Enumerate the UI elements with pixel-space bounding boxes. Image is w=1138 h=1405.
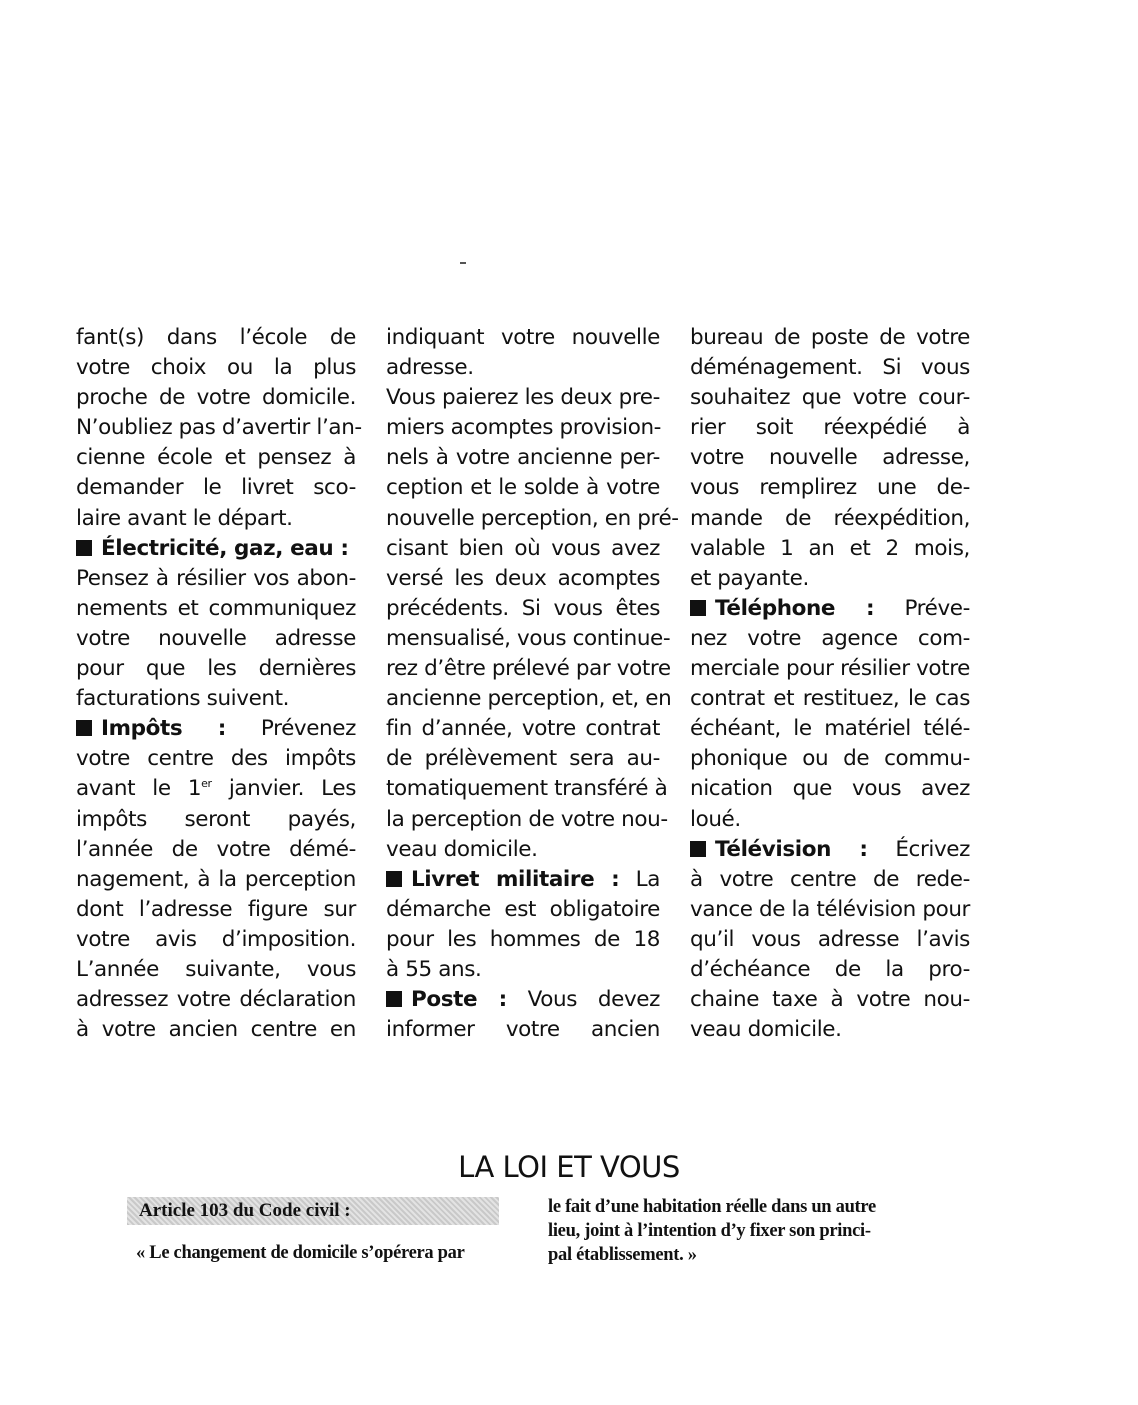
text-line: contrat et restituez, le cas xyxy=(690,686,970,712)
text-line: L’année suivante, vous xyxy=(76,956,356,982)
quote-right xyxy=(548,1195,928,1267)
section-heading: LA LOI ET VOUS xyxy=(458,1150,680,1184)
text-line: vance de la télévision pour xyxy=(690,896,970,922)
keyword-poste: Poste : xyxy=(411,987,507,1013)
text-line: votre nouvelle adresse, xyxy=(690,445,970,471)
text-line: veau domicile. xyxy=(690,1017,842,1043)
text-line: demander le livret sco- xyxy=(76,475,356,501)
text-line: nels à votre ancienne per- xyxy=(386,445,660,471)
text-line: dont l’adresse figure sur xyxy=(76,896,356,922)
quote-line: pal établissement. » xyxy=(548,1245,697,1265)
text-line: votre choix ou la plus xyxy=(76,355,356,381)
text-line: rez d’être prélevé par votre xyxy=(386,656,671,682)
section-impots xyxy=(76,714,356,744)
keyword-telephone: Téléphone : xyxy=(715,595,875,621)
text-line: rier soit réexpédié à xyxy=(690,415,970,441)
text-line: la perception de votre nou- xyxy=(386,806,668,832)
text-line: fant(s) dans l’école de xyxy=(76,325,356,350)
text-line: ancienne perception, et, en xyxy=(386,686,672,712)
text-line: adresse. xyxy=(386,355,474,381)
text-line: fin d’année, votre contrat xyxy=(386,716,660,742)
text-line: vous remplirez une de- xyxy=(690,475,970,501)
text-line: l’année de votre démé- xyxy=(76,836,356,862)
text-line: nez votre agence com- xyxy=(690,625,970,651)
text-line: miers acomptes provision- xyxy=(386,415,662,441)
column-2 xyxy=(386,323,679,1045)
text-line: à votre centre de rede- xyxy=(690,866,970,892)
text-line: impôts seront payés, xyxy=(76,806,356,832)
text-line: adressez votre déclaration xyxy=(76,987,356,1013)
black-square-icon xyxy=(690,841,706,857)
keyword-television: Télévision : xyxy=(715,836,868,862)
text-line: à votre ancien centre en xyxy=(76,1017,356,1043)
section-electricite xyxy=(76,534,356,564)
section-telephone xyxy=(690,594,970,624)
keyword-electricite: Électricité, gaz, eau : xyxy=(101,535,349,561)
text-line: mensualisé, vous continue- xyxy=(386,625,671,651)
text-fragment: La xyxy=(635,866,660,892)
text-line: d’échéance de la pro- xyxy=(690,956,970,982)
keyword-impots: Impôts : xyxy=(101,716,226,742)
text-line: chaine taxe à votre nou- xyxy=(690,987,970,1013)
text-line: échéant, le matériel télé- xyxy=(690,716,970,742)
text-line: valable 1 an et 2 mois, xyxy=(690,535,970,561)
text-line: versé les deux acomptes xyxy=(386,565,660,591)
black-square-icon xyxy=(386,871,402,887)
quote-left xyxy=(136,1241,508,1265)
text-fragment: janvier. Les xyxy=(228,776,357,802)
text-line: démarche est obligatoire xyxy=(386,896,660,922)
section-poste xyxy=(386,985,660,1015)
text-line: pour les hommes de 18 xyxy=(386,926,660,952)
black-square-icon xyxy=(386,991,402,1007)
section-television xyxy=(690,835,970,865)
text-fragment: Prévenez xyxy=(260,716,356,742)
column-3 xyxy=(690,323,970,1045)
text-line: pour que les dernières xyxy=(76,656,356,682)
text-line: loué. xyxy=(690,806,741,832)
black-square-icon xyxy=(690,600,706,616)
text-line: nouvelle perception, en pré- xyxy=(386,505,679,531)
text-line: veau domicile. xyxy=(386,836,538,862)
text-line: nements et communiquez xyxy=(76,595,356,621)
text-fragment: Préve- xyxy=(904,595,970,621)
superscript: er xyxy=(201,777,212,791)
text-line: votre centre des impôts xyxy=(76,746,356,772)
text-line: cisant bien où vous avez xyxy=(386,535,660,561)
text-line: nication que vous avez xyxy=(690,776,970,802)
black-square-icon xyxy=(76,720,92,736)
quote-line: « Le changement de domicile s’opérera par xyxy=(136,1243,465,1263)
text-line: votre nouvelle adresse xyxy=(76,625,356,651)
text-line: laire avant le départ. xyxy=(76,505,293,531)
text-line: ception et le solde à votre xyxy=(386,475,660,501)
quote-line: le fait d’une habitation réelle dans un autre xyxy=(548,1197,876,1217)
keyword-livret-militaire: Livret militaire : xyxy=(411,866,620,892)
black-square-icon xyxy=(76,540,92,556)
text-line: indiquant votre nouvelle xyxy=(386,325,660,350)
text-line: cienne école et pensez à xyxy=(76,445,356,471)
text-line: facturations suivent. xyxy=(76,686,290,712)
text-line: tomatiquement transféré à xyxy=(386,776,668,802)
text-line-date xyxy=(76,774,356,804)
text-line: à 55 ans. xyxy=(386,956,482,982)
text-fragment: Vous devez xyxy=(527,987,660,1013)
text-line: et payante. xyxy=(690,565,809,591)
text-line: Pensez à résilier vos abon- xyxy=(76,565,356,591)
article-label: Article 103 du Code civil : xyxy=(127,1197,499,1225)
text-line: nagement, à la perception xyxy=(76,866,356,892)
text-line: merciale pour résilier votre xyxy=(690,656,970,682)
quote-line: lieu, joint à l’intention d’y fixer son princi- xyxy=(548,1221,871,1241)
text-line: précédents. Si vous êtes xyxy=(386,595,660,621)
section-livret-militaire xyxy=(386,865,660,895)
text-line: déménagement. Si vous xyxy=(690,355,970,381)
text-line: de prélèvement sera au- xyxy=(386,746,660,772)
text-line: Vous paierez les deux pre- xyxy=(386,385,660,411)
stray-mark xyxy=(460,262,466,264)
text-line: bureau de poste de votre xyxy=(690,325,970,350)
text-line: souhaitez que votre cour- xyxy=(690,385,970,411)
text-line: mande de réexpédition, xyxy=(690,505,970,531)
text-line: votre avis d’imposition. xyxy=(76,926,356,952)
text-line: informer votre ancien xyxy=(386,1017,660,1043)
text-line: qu’il vous adresse l’avis xyxy=(690,926,970,952)
text-line: proche de votre domicile. xyxy=(76,385,356,411)
text-fragment: Écrivez xyxy=(895,836,970,862)
text-line: N’oubliez pas d’avertir l’an- xyxy=(76,415,362,441)
text-line: phonique ou de commu- xyxy=(690,746,970,772)
text-fragment: avant le 1 xyxy=(76,776,202,802)
column-1 xyxy=(76,323,362,1045)
